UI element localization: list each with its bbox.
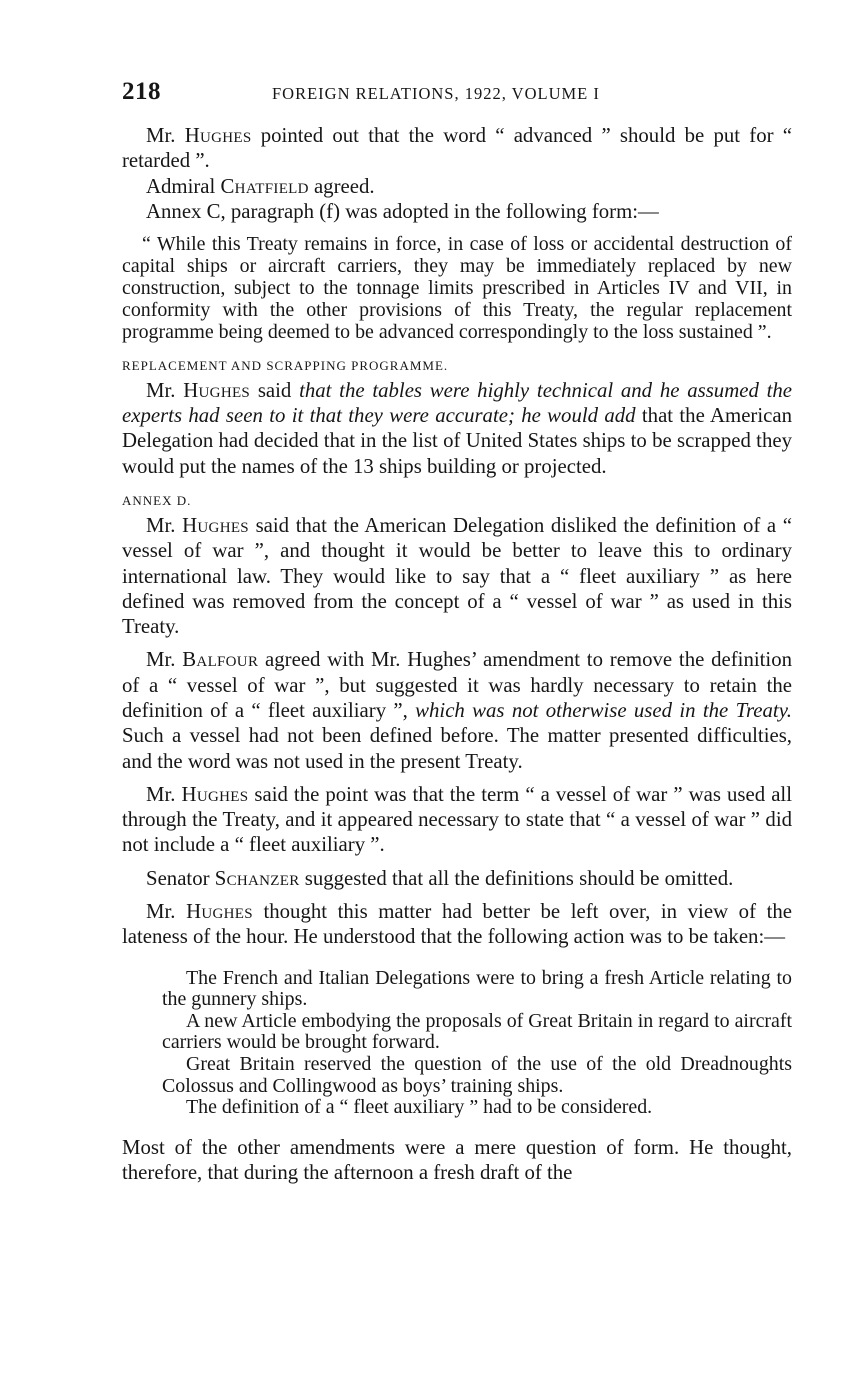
speaker-title: Mr.	[146, 513, 183, 537]
speaker-name: Chatfield	[220, 174, 309, 198]
paragraph-replacement	[122, 378, 792, 479]
italic-text: which was not otherwise used in the Treaty.	[415, 698, 792, 722]
paragraph-text: agreed.	[308, 174, 375, 198]
paragraph-hughes-leftover	[122, 899, 792, 950]
speaker-name: Hughes	[182, 513, 249, 537]
action-item: A new Article embodying the proposals of Great Britain in regard to aircraft carriers would be brought forward.	[162, 1009, 792, 1054]
speaker-title: Mr.	[146, 648, 183, 672]
paragraph-text: agreed with Mr. Hughes’ amendment to remove the definition of a “ vessel of war ”, but suggested it was hardly necessary to retain the definition of a “ fleet auxiliary ”,	[122, 648, 792, 722]
page-body	[122, 123, 792, 1185]
paragraph-text: suggested that all the definitions should be omitted.	[299, 866, 734, 890]
speaker-title: Admiral	[146, 174, 221, 198]
speaker-name: Hughes	[186, 900, 253, 924]
paragraph-text: that the American Delegation had decided that in the list of United States ships to be scrapped they would put the names of the 13 ships building or projected.	[122, 404, 792, 478]
action-item: Great Britain reserved the question of the use of the old Dreadnoughts Colossus and Collingwood as boys’ training ships.	[162, 1053, 792, 1097]
paragraph-annex-c: Annex C, paragraph (f) was adopted in the following form:—	[146, 199, 659, 223]
page-number: 218	[122, 78, 161, 105]
paragraph-text: said the point was that the term “ a vessel of war ” was used all through the Treaty, and it appeared necessary to state that “ a vessel of war ” did not include a “ fleet auxiliary ”.	[122, 782, 792, 857]
paragraph-balfour	[122, 647, 792, 773]
speaker-name: Hughes	[183, 378, 251, 402]
speaker-title: Mr.	[146, 782, 182, 806]
running-title: FOREIGN RELATIONS, 1922, VOLUME I	[272, 84, 600, 103]
paragraph-hughes-vessel	[122, 513, 792, 639]
paragraph-text: thought this matter had better be left over, in view of the lateness of the hour. He understood that the following action was to be taken:—	[122, 900, 792, 949]
speaker-title: Mr.	[146, 378, 184, 402]
speaker-name: Hughes	[184, 124, 252, 147]
paragraph-text: Such a vessel had not been defined before. The matter presented difficulties, and the word was not used in the present Treaty.	[122, 724, 792, 773]
speaker-name: Hughes	[181, 782, 249, 806]
paragraph-text: said that the American Delegation disliked the definition of a “ vessel of war ”, and thought it would be better to leave this to ordinary international law. They would like to say that a “ fleet auxiliary ” as here defined was removed from the concept of a “ vessel of war ” as used in this Treaty.	[122, 513, 792, 639]
paragraph-hughes-point	[122, 782, 792, 858]
italic-text: that the tables were highly technical and he assumed the experts had seen to it that they were accurate; he would add	[122, 378, 793, 428]
paragraph-hughes-advanced: Mr. Hughes pointed out that the word “ advanced ” should be put for “ retarded ”.	[122, 124, 792, 173]
paragraph-schanzer	[122, 866, 792, 891]
action-item: The French and Italian Delegations were to bring a fresh Article relating to the gunnery ships.	[162, 966, 792, 1011]
speaker-title: Senator	[146, 866, 215, 890]
page-header	[122, 78, 802, 108]
paragraph-text: said	[250, 378, 300, 402]
speaker-name: Schanzer	[214, 866, 300, 890]
section-heading-annex-d: ANNEX D.	[122, 492, 192, 508]
paragraph-closing: Most of the other amendments were a mere question of form. He thought, therefore, that during the afternoon a fresh draft of the	[122, 1135, 792, 1185]
paragraph-text: pointed out that the word “ advanced ” should be put for “ retarded ”.	[122, 124, 792, 173]
paragraph-chatfield	[122, 174, 792, 199]
speaker-title: Mr.	[146, 900, 187, 924]
section-heading-replacement: REPLACEMENT AND SCRAPPING PROGRAMME.	[122, 357, 449, 373]
action-item: The definition of a “ fleet auxiliary ” had to be considered.	[186, 1096, 653, 1119]
action-list	[162, 968, 792, 1119]
speaker-name: Balfour	[182, 648, 259, 672]
quoted-article: “ While this Treaty remains in force, in case of loss or accidental destruction of capital ships or aircraft carriers, they may be immediately replaced by new construction, subject to the tonnage limits prescribed in Articles IV and VII, in conformity with the other provisions of this Treaty, the regular replacement programme being deemed to be advanced correspondingly to the loss sustained ”.	[122, 233, 792, 343]
